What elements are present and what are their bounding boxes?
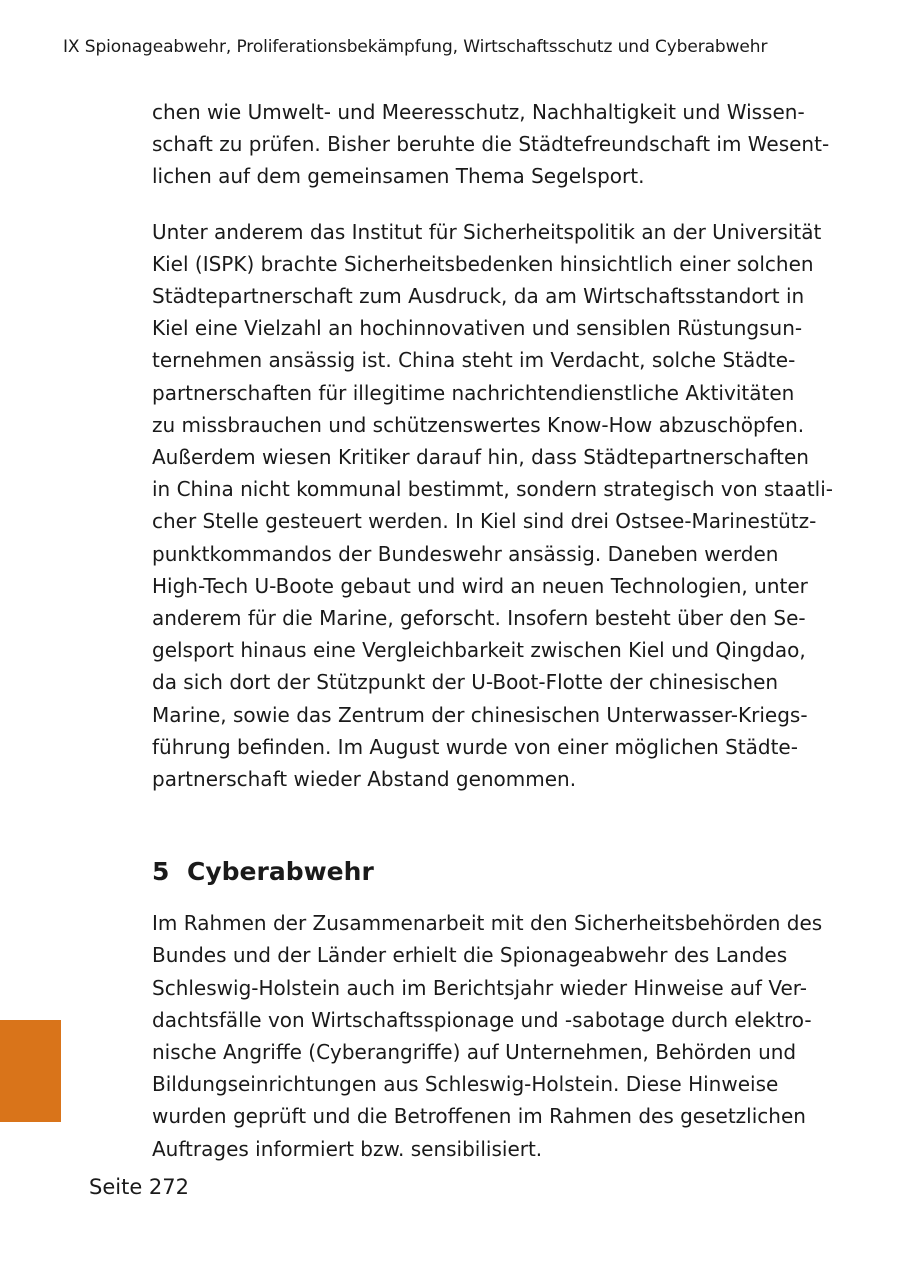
page-body xyxy=(152,96,833,1165)
chapter-side-tab xyxy=(0,1020,61,1122)
text-line: High-Tech U-Boote gebaut und wird an neuen Technologien, unter xyxy=(152,573,808,598)
page-number: Seite 272 xyxy=(89,1175,189,1199)
text-line: wurden geprüft und die Betroffenen im Rahmen des gesetzlichen xyxy=(152,1104,806,1129)
text-line: Unter anderem das Institut für Sicherheitspolitik an der Universität xyxy=(152,219,822,244)
text-line: schaft zu prüfen. Bisher beruhte die Städtefreundschaft im Wesent- xyxy=(152,132,830,157)
paragraph-cyberabwehr xyxy=(152,907,823,1165)
text-line: ternehmen ansässig ist. China steht im Verdacht, solche Städte- xyxy=(152,348,796,373)
section-number: 5 xyxy=(152,857,170,887)
text-line: Kiel (ISPK) brachte Sicherheitsbedenken hinsichtlich einer solchen xyxy=(152,251,814,276)
text-line: lichen auf dem gemeinsamen Thema Segelsport. xyxy=(152,164,645,189)
text-line: Außerdem wiesen Kritiker darauf hin, dass Städtepartnerschaften xyxy=(152,445,809,470)
text-line: führung befinden. Im August wurde von einer möglichen Städte- xyxy=(152,734,798,759)
text-line: Bundes und der Länder erhielt die Spionageabwehr des Landes xyxy=(152,943,788,968)
text-line: Städtepartnerschaft zum Ausdruck, da am Wirtschaftsstandort in xyxy=(152,284,805,309)
text-line: punktkommandos der Bundeswehr ansässig. Daneben werden xyxy=(152,541,779,566)
text-line: partnerschaft wieder Abstand genommen. xyxy=(152,767,577,792)
text-line: Bildungseinrichtungen aus Schleswig-Holstein. Diese Hinweise xyxy=(152,1072,779,1097)
paragraph-intro xyxy=(152,96,830,193)
text-line: gelsport hinaus eine Vergleichbarkeit zwischen Kiel und Qingdao, xyxy=(152,638,806,663)
text-line: cher Stelle gesteuert werden. In Kiel sind drei Ostsee-Marinestütz- xyxy=(152,509,817,534)
text-line: partnerschaften für illegitime nachrichtendienstliche Aktivitäten xyxy=(152,380,795,405)
text-line: nische Angriffe (Cyberangriffe) auf Unternehmen, Behörden und xyxy=(152,1040,797,1065)
text-line: Auftrages informiert bzw. sensibilisiert. xyxy=(152,1136,543,1161)
section-heading xyxy=(152,856,812,888)
text-line: in China nicht kommunal bestimmt, sondern strategisch von staatli- xyxy=(152,477,833,502)
text-line: anderem für die Marine, geforscht. Insofern besteht über den Se- xyxy=(152,606,806,631)
running-header: IX Spionageabwehr, Proliferationsbekämpfung, Wirtschaftsschutz und Cyberabwehr xyxy=(63,37,768,57)
text-line: da sich dort der Stützpunkt der U-Boot-Flotte der chinesischen xyxy=(152,670,779,695)
paragraph-ispk xyxy=(152,216,833,796)
section-title: Cyberabwehr xyxy=(187,857,374,887)
text-line: Schleswig-Holstein auch im Berichtsjahr wieder Hinweise auf Ver- xyxy=(152,975,807,1000)
text-line: chen wie Umwelt- und Meeresschutz, Nachhaltigkeit und Wissen- xyxy=(152,100,805,124)
text-line: Im Rahmen der Zusammenarbeit mit den Sicherheitsbehörden des xyxy=(152,911,823,936)
text-line: Kiel eine Vielzahl an hochinnovativen und sensiblen Rüstungsun- xyxy=(152,316,803,341)
text-line: dachtsfälle von Wirtschaftsspionage und -sabotage durch elektro- xyxy=(152,1007,812,1032)
text-line: Marine, sowie das Zentrum der chinesischen Unterwasser-Kriegs- xyxy=(152,702,808,727)
text-line: zu missbrauchen und schützenswertes Know-How abzuschöpfen. xyxy=(152,412,805,437)
